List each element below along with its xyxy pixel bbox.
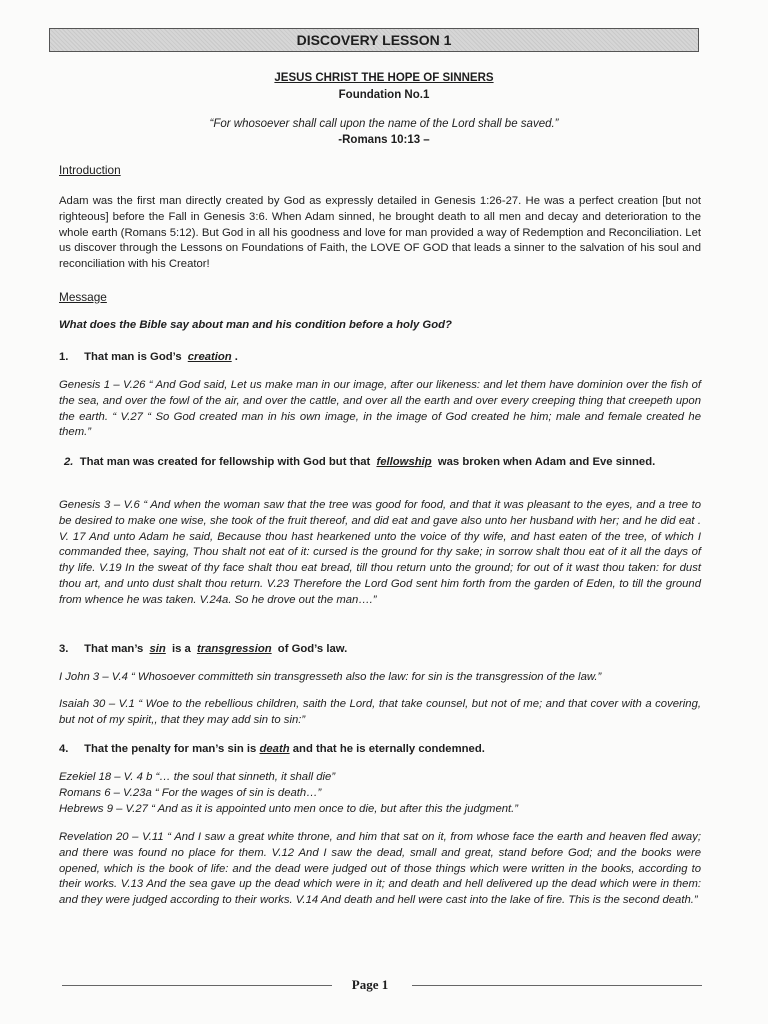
point-number: 4. bbox=[59, 743, 69, 755]
point-text-mid: is a bbox=[168, 643, 194, 655]
point-text: That man was created for fellowship with God but that bbox=[79, 456, 374, 468]
blank-answer: sin bbox=[149, 643, 166, 655]
passage-romans-6: Romans 6 – V.23a “ For the wages of sin is death…” bbox=[59, 787, 322, 799]
key-verse-reference: -Romans 10:13 – bbox=[338, 134, 430, 146]
point-4 bbox=[59, 742, 701, 758]
passage-1-john-3: I John 3 – V.4 “ Whosoever committeth sin transgresseth also the law: for sin is the transgression of the law.” bbox=[59, 671, 602, 683]
passage-isaiah-30: Isaiah 30 – V.1 “ Woe to the rebellious children, saith the Lord, that take counsel, but not of me; and that cover with a covering, but not of my spirit,, that they may add sin to sin:” bbox=[59, 698, 701, 726]
blank-answer: creation bbox=[187, 351, 232, 363]
point-3 bbox=[59, 642, 701, 658]
point-number: 3. bbox=[59, 643, 69, 655]
footer-rule-left bbox=[62, 985, 332, 986]
point-text-end: and that he is eternally condemned. bbox=[289, 743, 485, 755]
key-verse-quote: “For whosoever shall call upon the name of the Lord shall be saved.” bbox=[209, 118, 559, 130]
point-number: 1. bbox=[59, 351, 69, 363]
lesson-title-banner: DISCOVERY LESSON 1 bbox=[49, 28, 699, 52]
blank-answer-2: transgression bbox=[196, 643, 272, 655]
point-text: That the penalty for man’s sin is bbox=[84, 743, 260, 755]
passage-hebrews-9: Hebrews 9 – V.27 “ And as it is appointed unto men once to die, but after this the judgment.” bbox=[59, 803, 519, 815]
point-text: That man’s bbox=[84, 643, 147, 655]
lesson-subtitle: JESUS CHRIST THE HOPE OF SINNERS bbox=[274, 72, 494, 84]
point-number: 2. bbox=[64, 456, 74, 468]
message-heading: Message bbox=[59, 290, 107, 304]
point-text-end: of God’s law. bbox=[274, 643, 348, 655]
passage-genesis-1: Genesis 1 – V.26 “ And God said, Let us make man in our image, after our likeness: and let them have dominion over the fish of the sea, and over the fowl of the air, and over the cattle, and over all the earth and over every creeping thing that creepeth upon the earth. “ V.27 “ So God created man in his own image, in the image of God created he him; male and female created he them.” bbox=[59, 379, 701, 439]
message-question: What does the Bible say about man and his condition before a holy God? bbox=[59, 319, 452, 331]
introduction-heading: Introduction bbox=[59, 163, 121, 177]
point-text-end: was broken when Adam and Eve sinned. bbox=[434, 456, 656, 468]
passage-revelation-20: Revelation 20 – V.11 “ And I saw a great white throne, and him that sat on it, from whose face the earth and heaven fled away; and there was found no place for them. V.12 And I saw the dead, small and great, stand before God; and the books were opened, which is the book of life: and the dead were judged out of those things which were written in the books, according to their works. V.13 And the sea gave up the dead which were in it; and death and hell delivered up the dead which were in them: and they were judged according to their works. V.14 And death and hell were cast into the lake of fire. This is the second death.” bbox=[59, 831, 701, 907]
blank-answer: death bbox=[259, 743, 290, 755]
introduction-paragraph: Adam was the first man directly created by God as expressly detailed in Genesis 1:26-27. He was a perfect creation [but not righteous] before the Fall in Genesis 3:6. When Adam sinned, he brought death to all men and decay and deterioration to the whole earth (Romans 5:12). But God in all his goodness and love for man provided a way of Redemption and Reconciliation. Let us discover through the Lessons on Foundations of Faith, the LOVE OF GOD that leads a sinner to the salvation of his soul and reconciliation with his Creator! bbox=[59, 195, 701, 271]
point-2 bbox=[64, 455, 684, 471]
footer-rule-right bbox=[412, 985, 702, 986]
point-text-end: . bbox=[234, 351, 238, 363]
passage-genesis-3: Genesis 3 – V.6 “ And when the woman saw that the tree was good for food, and that it was pleasant to the eyes, and a tree to be desired to make one wise, she took of the fruit thereof, and did eat and gave also unto her husband with her; and he did eat . V. 17 And unto Adam he said, Because thou hast hearkened unto the voice of thy wife, and hast eaten of the tree, of which I commanded thee, saying, Thou shalt not eat of it: cursed is the ground for thy sake; in sorrow shalt thou eat of it all the days of thy life. V.19 In the sweat of thy face shalt thou eat bread, till thou return unto the ground; for out of it wast thou taken: for dust thou art, and unto dust shalt thou return. V.23 Therefore the Lord God sent him forth from the garden of Eden, to till the ground from whence he was taken. V.24a. So he drove out the man….” bbox=[59, 499, 701, 606]
passage-ezekiel-18: Ezekiel 18 – V. 4 b “… the soul that sinneth, it shall die” bbox=[59, 771, 336, 783]
point-text: That man is God’s bbox=[84, 351, 185, 363]
blank-answer: fellowship bbox=[376, 456, 432, 468]
point-1 bbox=[59, 350, 701, 366]
foundation-label: Foundation No.1 bbox=[338, 89, 430, 101]
page-number: Page 1 bbox=[351, 977, 389, 992]
